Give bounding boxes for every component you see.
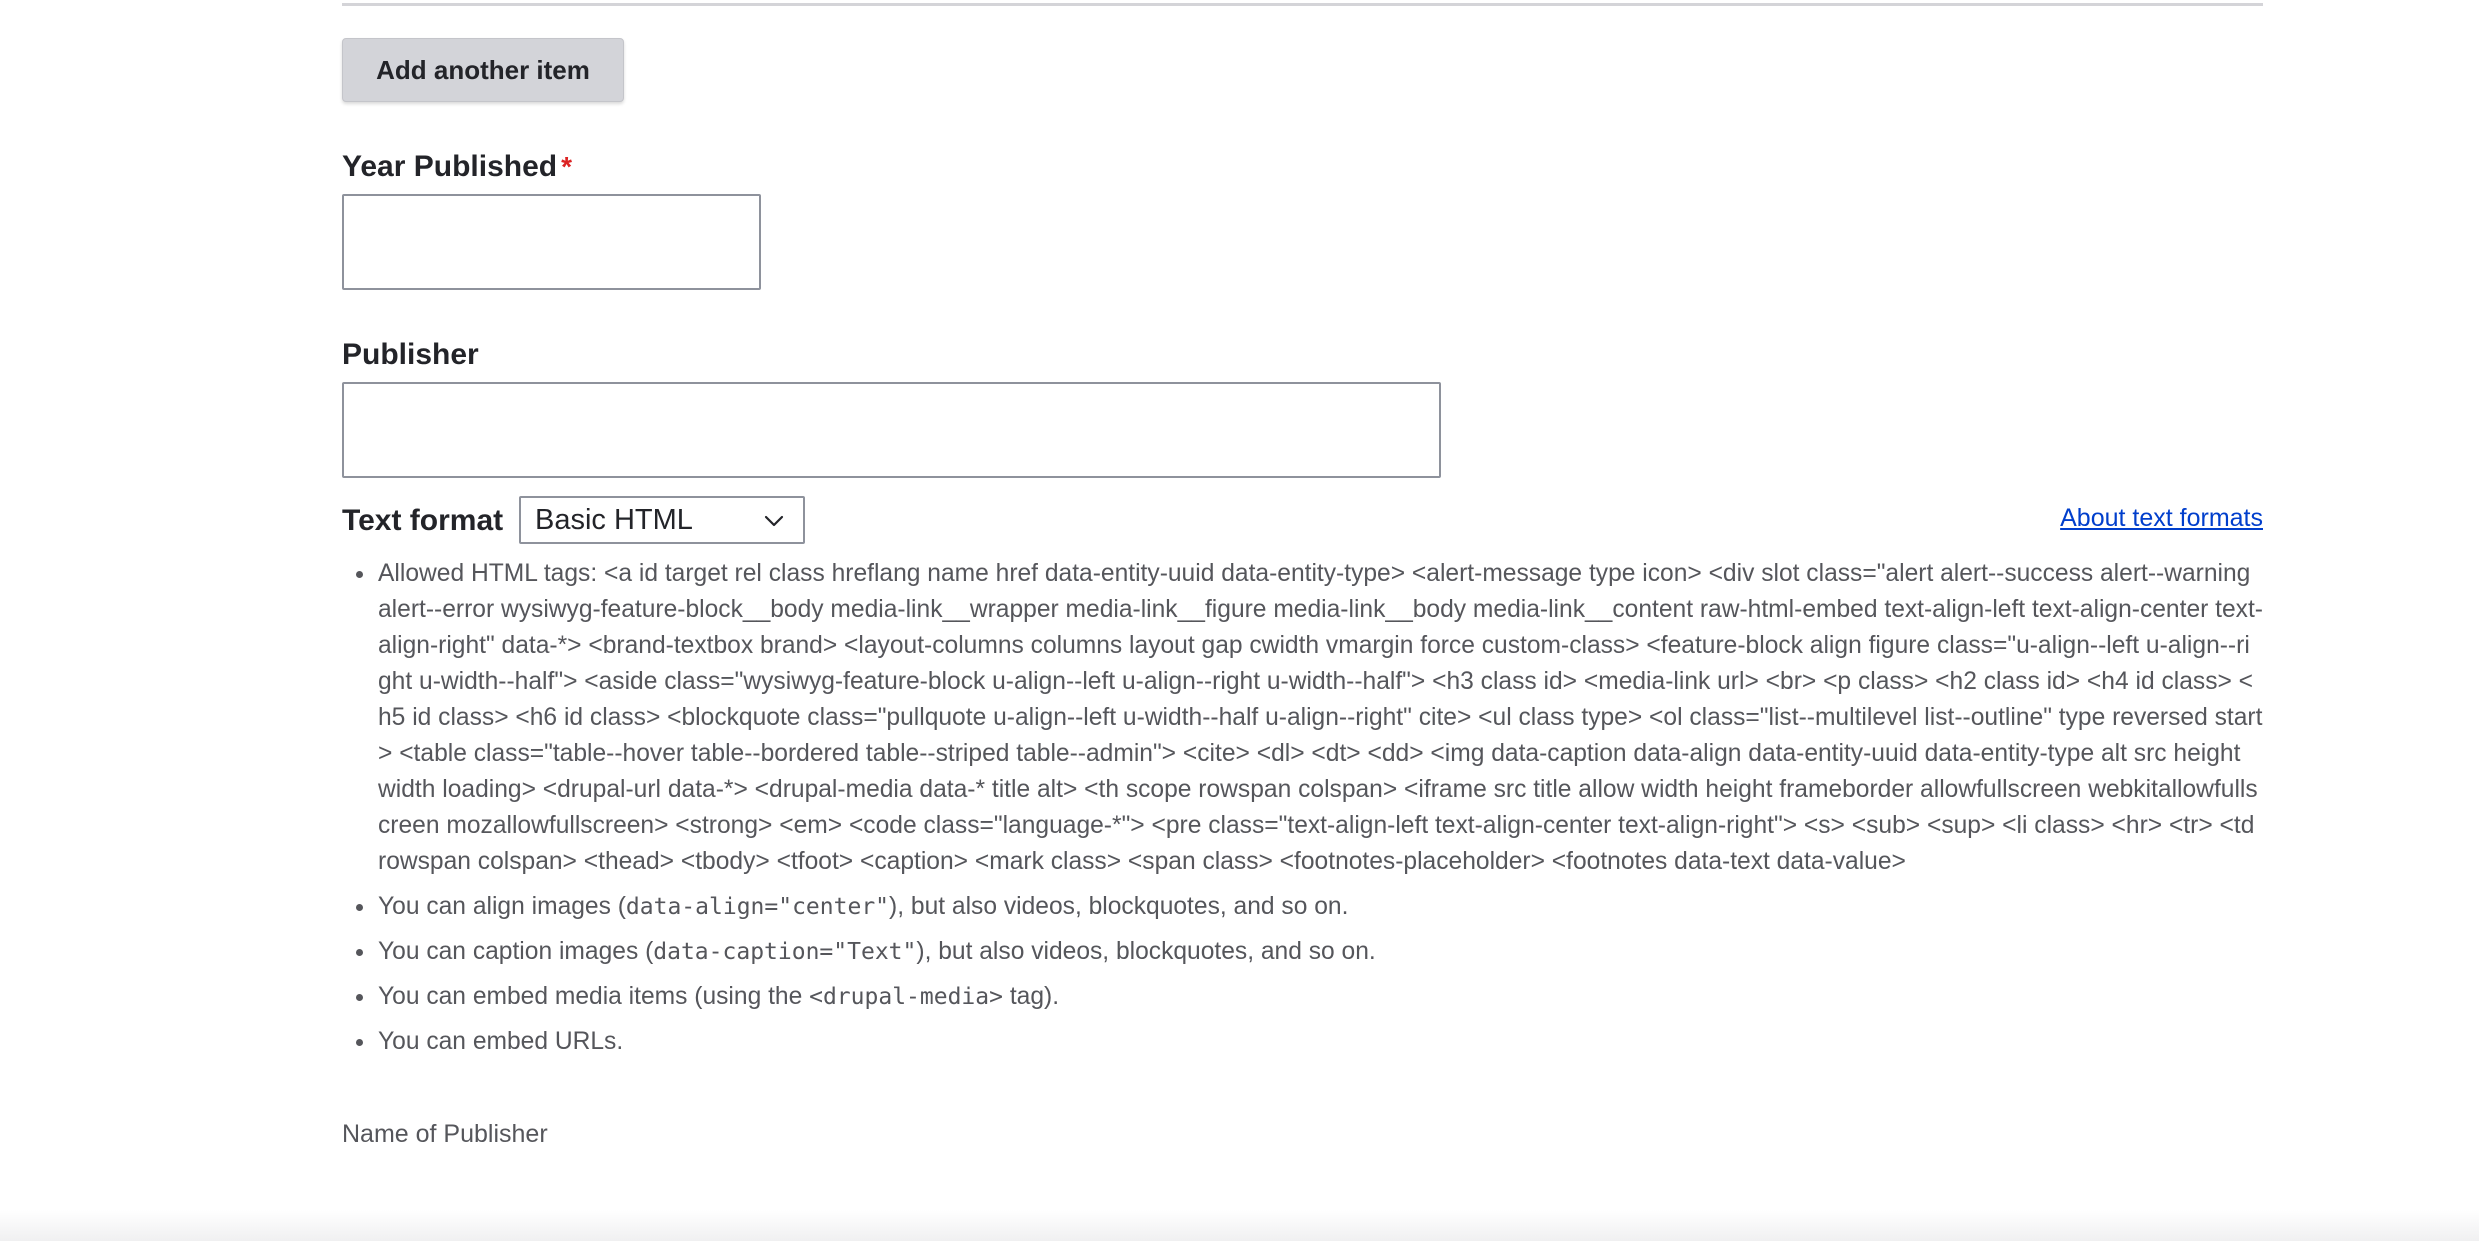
text-format-label: Text format: [342, 504, 504, 537]
caption-tip-code: data-caption="Text": [653, 939, 917, 965]
align-tip: [378, 889, 2263, 925]
media-tip-before: You can embed media items (using the: [378, 983, 810, 1010]
year-published-input[interactable]: [342, 194, 761, 290]
align-tip-after: ), but also videos, blockquotes, and so on.: [889, 893, 1349, 920]
text-format-selected: Basic HTML: [535, 503, 693, 536]
caption-tip: [378, 934, 2263, 970]
text-format-row: [342, 496, 2263, 546]
year-published-label: [342, 150, 572, 184]
media-tip-code: <drupal-media>: [809, 984, 1003, 1010]
media-tip-after: tag).: [1002, 983, 1060, 1010]
text-format-select[interactable]: [519, 496, 805, 544]
required-mark: *: [561, 151, 572, 182]
bottom-shade: [0, 1210, 2479, 1241]
caption-tip-after: ), but also videos, blockquotes, and so on.: [916, 938, 1376, 965]
year-published-label-text: Year Published: [342, 150, 558, 183]
publisher-label: Publisher: [342, 338, 479, 371]
media-tip: [378, 979, 2263, 1015]
allowed-html-tip: Allowed HTML tags: <a id target rel class hreflang name href data-entity-uuid data-entity-type> <alert-message type icon> <div slot class="alert alert--success alert--warning alert--error wysiwyg-feature-block__body media-link__wrapper media-link__figure media-link__body media-link__content raw-html-embed text-align-left text-align-center text-align-right" data-*> <brand-textbox brand> <layout-columns columns layout gap cwidth vmargin force custom-class> <feature-block align figure class="u-align--left u-align--right u-width--half"> <aside class="wysiwyg-feature-block u-align--left u-align--right u-width--half"> <h3 class id> <media-link url> <br> <p class> <h2 class id> <h4 id class> <h5 id class> <h6 id class> <blockquote class="pullquote u-align--left u-width--half u-align--right" cite> <ul class type> <ol class="list--multilevel list--outline" type reversed start> <table class="table--hover table--bordered table--striped table--admin"> <cite> <dl> <dt> <dd> <img data-caption data-align data-entity-uuid data-entity-type alt src height width loading> <drupal-url data-*> <drupal-media data-* title alt> <th scope rowspan colspan> <iframe src title allow width height frameborder allowfullscreen webkitallowfullscreen mozallowfullscreen> <strong> <em> <code class="language-*"> <pre class="text-align-left text-align-center text-align-right"> <s> <sub> <sup> <li class> <hr> <tr> <td rowspan colspan> <thead> <tbody> <tfoot> <caption> <mark class> <span class> <footnotes-placeholder> <footnotes data-text data-value>: [378, 556, 2263, 880]
align-tip-before: You can align images (: [378, 893, 626, 920]
about-text-formats-link[interactable]: About text formats: [2060, 504, 2263, 532]
chevron-down-icon: [763, 510, 785, 532]
publisher-description: Name of Publisher: [342, 1120, 548, 1148]
add-another-item-button[interactable]: Add another item: [342, 38, 624, 102]
divider: [342, 3, 2263, 6]
align-tip-code: data-align="center": [625, 894, 890, 920]
text-format-tips: [342, 556, 2263, 1069]
caption-tip-before: You can caption images (: [378, 938, 654, 965]
publisher-input[interactable]: [342, 382, 1441, 478]
urls-tip: You can embed URLs.: [378, 1024, 2263, 1060]
